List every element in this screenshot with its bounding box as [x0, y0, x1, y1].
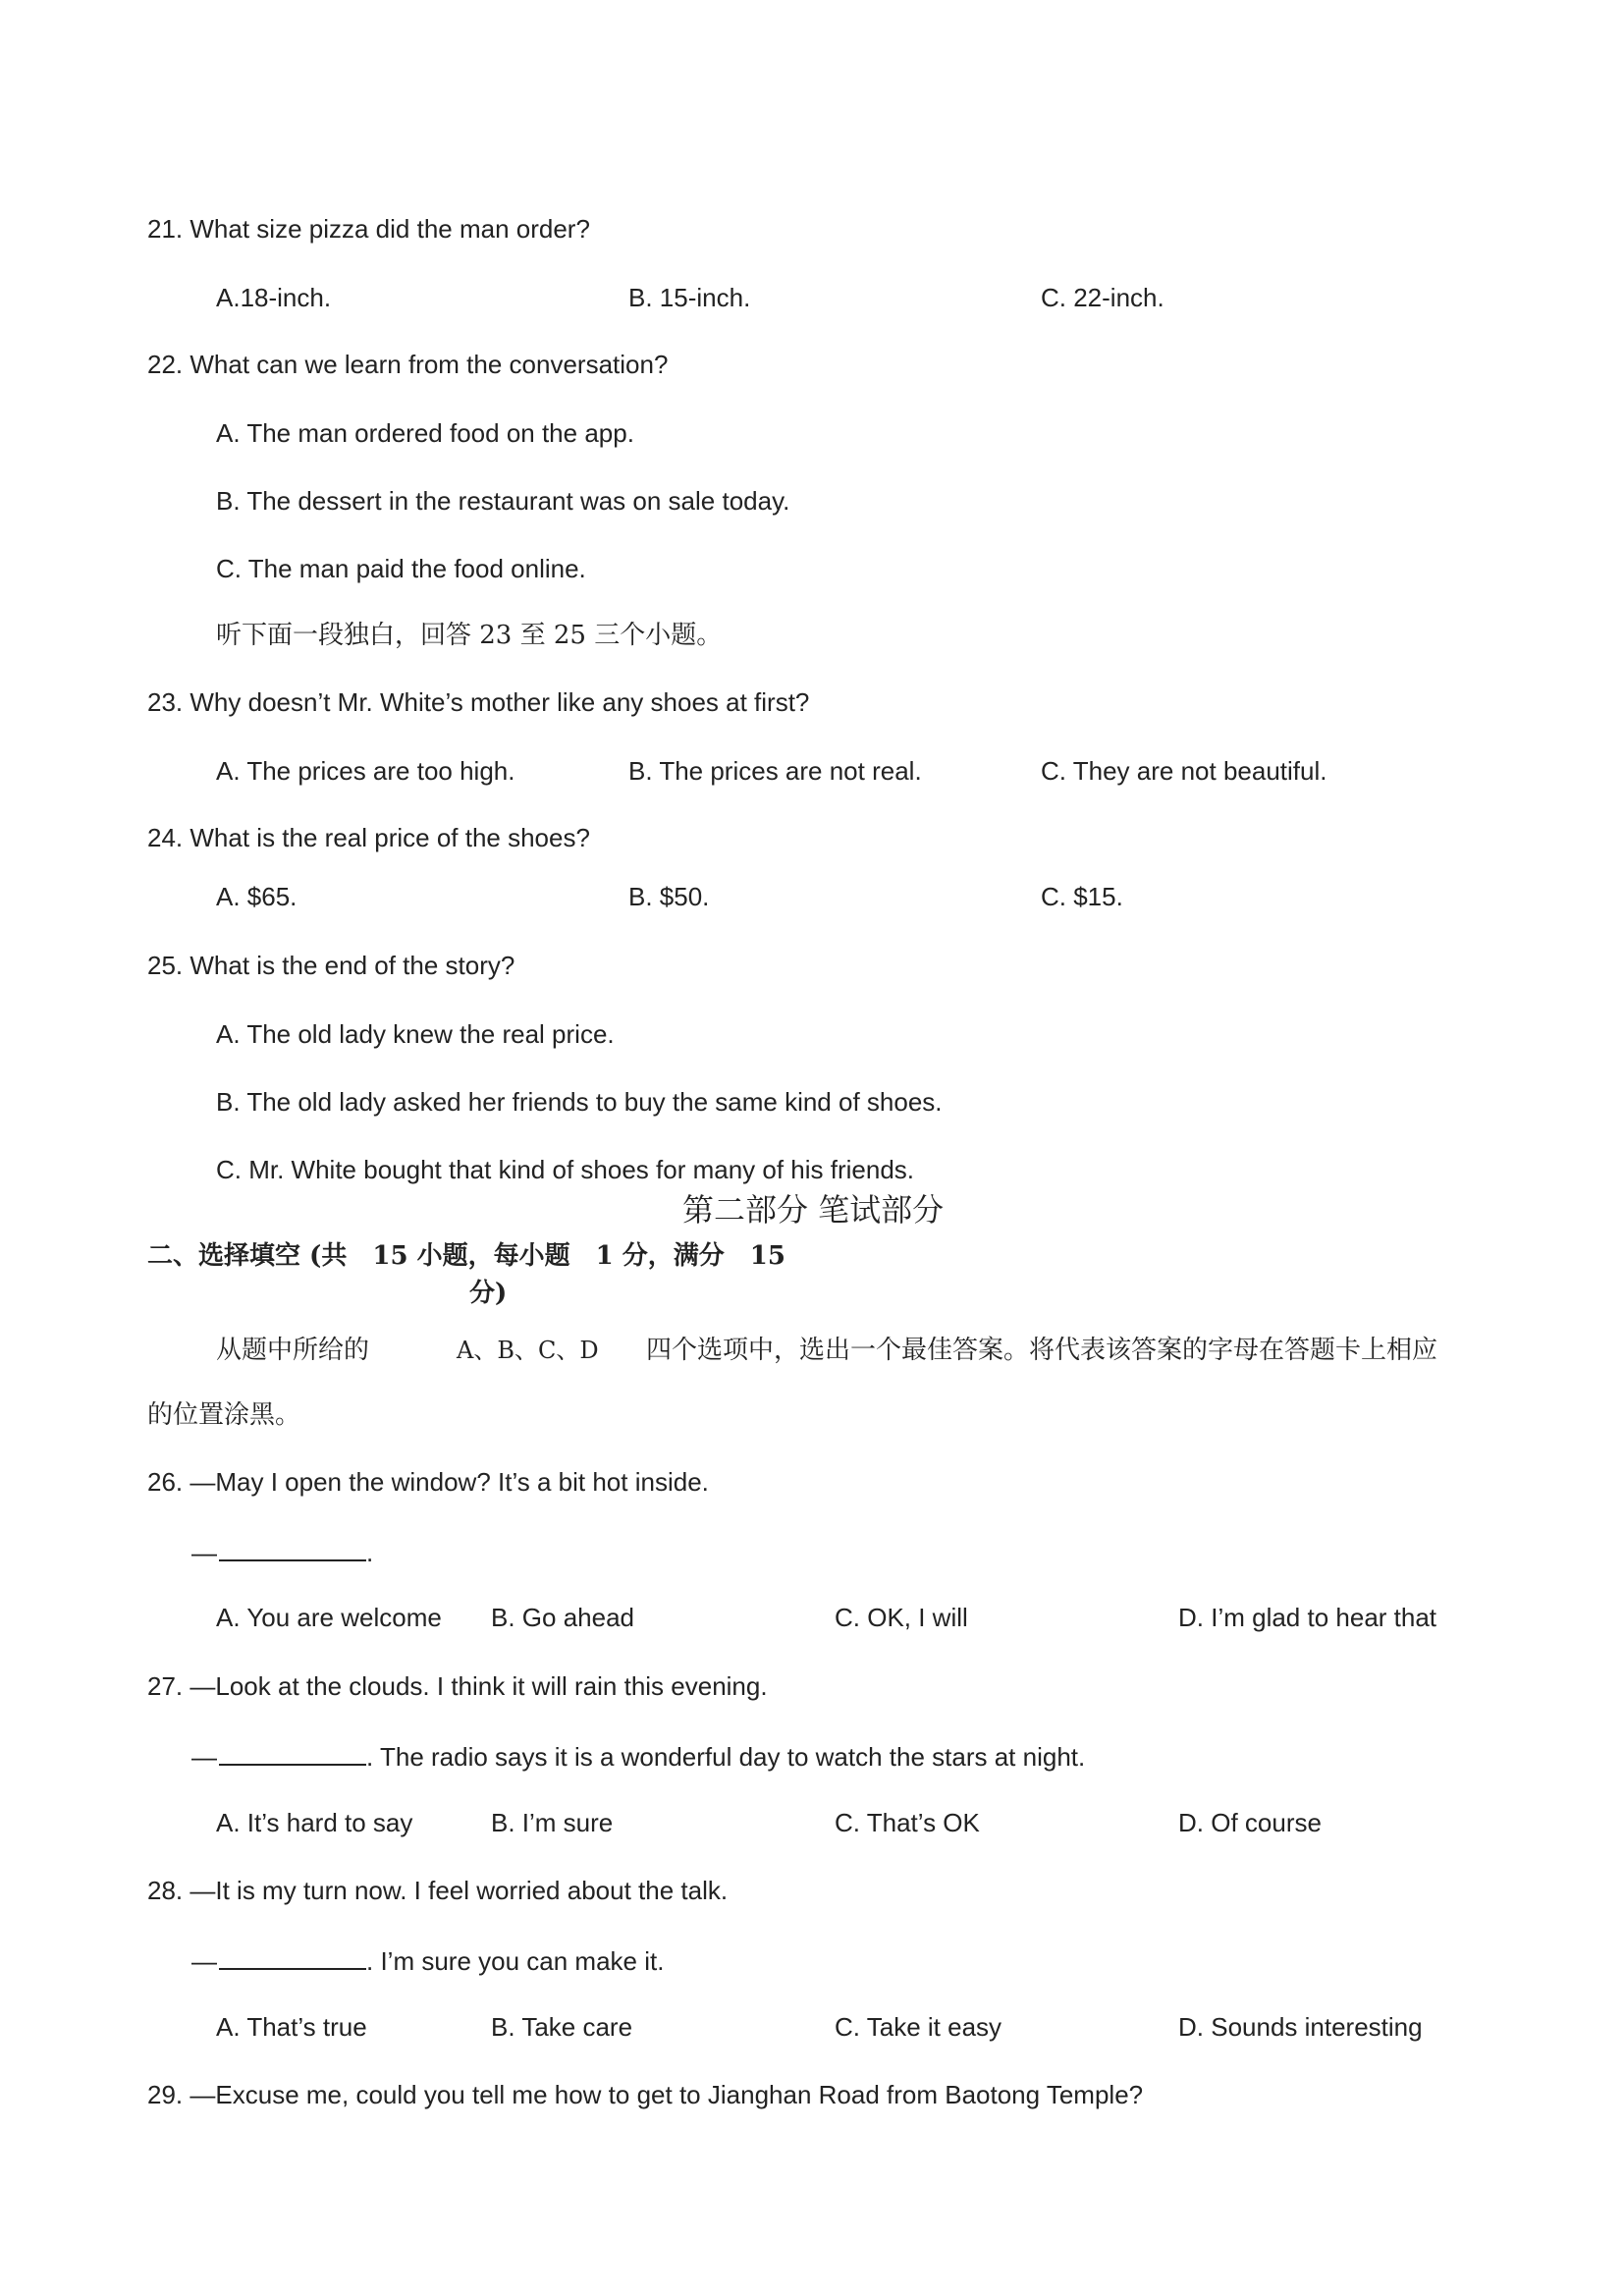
option-b: B. Go ahead [491, 1603, 634, 1632]
reply-dash: — [191, 1946, 217, 1976]
reply-text: . [366, 1538, 374, 1567]
option-b: B. I’m sure [491, 1808, 614, 1837]
question-number: 29. [147, 2080, 184, 2109]
option-d: D. Of course [1178, 1808, 1322, 1837]
answer-blank [219, 1534, 366, 1561]
question-number: 28. [147, 1876, 184, 1905]
option-c: C. The man paid the food online. [216, 554, 586, 583]
question-22 [147, 348, 668, 381]
section-heading-cont: 分) [469, 1279, 508, 1308]
question-text: What can we learn from the conversation? [189, 350, 669, 379]
answer-blank [219, 1942, 366, 1970]
option-a: A. The old lady knew the real price. [216, 1019, 615, 1049]
question-text: What size pizza did the man order? [189, 214, 590, 244]
question-24 [147, 821, 590, 854]
reply-line [191, 1942, 664, 1978]
option-c: C. Mr. White bought that kind of shoes for many of his friends. [216, 1155, 915, 1184]
option-b: B. $50. [628, 882, 710, 911]
question-number: 21. [147, 214, 184, 244]
section-instruction-c: 四个选项中，选出一个最佳答案。将代表该答案的字母在答题卡上相应 [646, 1336, 1438, 1365]
question-25 [147, 949, 514, 982]
reply-dash: — [191, 1538, 217, 1567]
option-a: A.18-inch. [216, 283, 332, 312]
reply-dash: — [191, 1742, 217, 1772]
option-c: C. That’s OK [835, 1808, 980, 1837]
question-text: —Excuse me, could you tell me how to get to Jianghan Road from Baotong Temple? [189, 2080, 1144, 2109]
question-text: What is the end of the story? [189, 951, 515, 980]
option-c: C. Take it easy [835, 2012, 1002, 2042]
option-b: B. Take care [491, 2012, 633, 2042]
reply-text: . The radio says it is a wonderful day to watch the stars at night. [366, 1742, 1086, 1772]
part-title: 第二部分 笔试部分 [682, 1191, 945, 1229]
question-23 [147, 685, 809, 719]
question-text: —May I open the window? It’s a bit hot inside. [189, 1467, 709, 1497]
question-29 [147, 2078, 1143, 2111]
question-number: 26. [147, 1467, 184, 1497]
question-text: —Look at the clouds. I think it will rain this evening. [189, 1671, 768, 1701]
option-a: A. $65. [216, 882, 298, 911]
question-number: 24. [147, 823, 184, 852]
reply-line [191, 1534, 373, 1569]
question-28 [147, 1874, 728, 1907]
question-text: What is the real price of the shoes? [189, 823, 590, 852]
question-27 [147, 1669, 768, 1703]
question-number: 27. [147, 1671, 184, 1701]
option-a: A. You are welcome [216, 1603, 442, 1632]
section-instruction-a: 从题中所给的 [216, 1336, 370, 1365]
question-number: 23. [147, 687, 184, 717]
section-instruction-line2: 的位置涂黑。 [147, 1400, 301, 1430]
option-b: B. 15-inch. [628, 283, 751, 312]
reply-text: . I’m sure you can make it. [366, 1946, 665, 1976]
question-text: Why doesn’t Mr. White’s mother like any shoes at first? [189, 687, 810, 717]
section-heading: 二、选择填空 (共 15 小题，每小题 1 分，满分 15 [147, 1241, 785, 1271]
listening-instruction: 听下面一段独白，回答 23 至 25 三个小题。 [216, 621, 723, 650]
option-b: B. The old lady asked her friends to buy the same kind of shoes. [216, 1087, 943, 1117]
option-c: C. 22-inch. [1041, 283, 1164, 312]
option-c: C. $15. [1041, 882, 1123, 911]
section-instruction-b: A、B、C、D [457, 1337, 599, 1364]
question-26 [147, 1465, 709, 1499]
option-b: B. The dessert in the restaurant was on sale today. [216, 486, 790, 516]
question-number: 25. [147, 951, 184, 980]
option-a: A. The prices are too high. [216, 756, 515, 786]
option-d: D. I’m glad to hear that [1178, 1603, 1437, 1632]
question-number: 22. [147, 350, 184, 379]
option-a: A. That’s true [216, 2012, 367, 2042]
option-a: A. The man ordered food on the app. [216, 418, 634, 448]
option-a: A. It’s hard to say [216, 1808, 413, 1837]
question-text: —It is my turn now. I feel worried about the talk. [189, 1876, 729, 1905]
answer-blank [219, 1738, 366, 1766]
reply-line [191, 1738, 1085, 1774]
option-b: B. The prices are not real. [628, 756, 922, 786]
option-c: C. OK, I will [835, 1603, 968, 1632]
question-21 [147, 212, 590, 246]
option-d: D. Sounds interesting [1178, 2012, 1423, 2042]
option-c: C. They are not beautiful. [1041, 756, 1327, 786]
